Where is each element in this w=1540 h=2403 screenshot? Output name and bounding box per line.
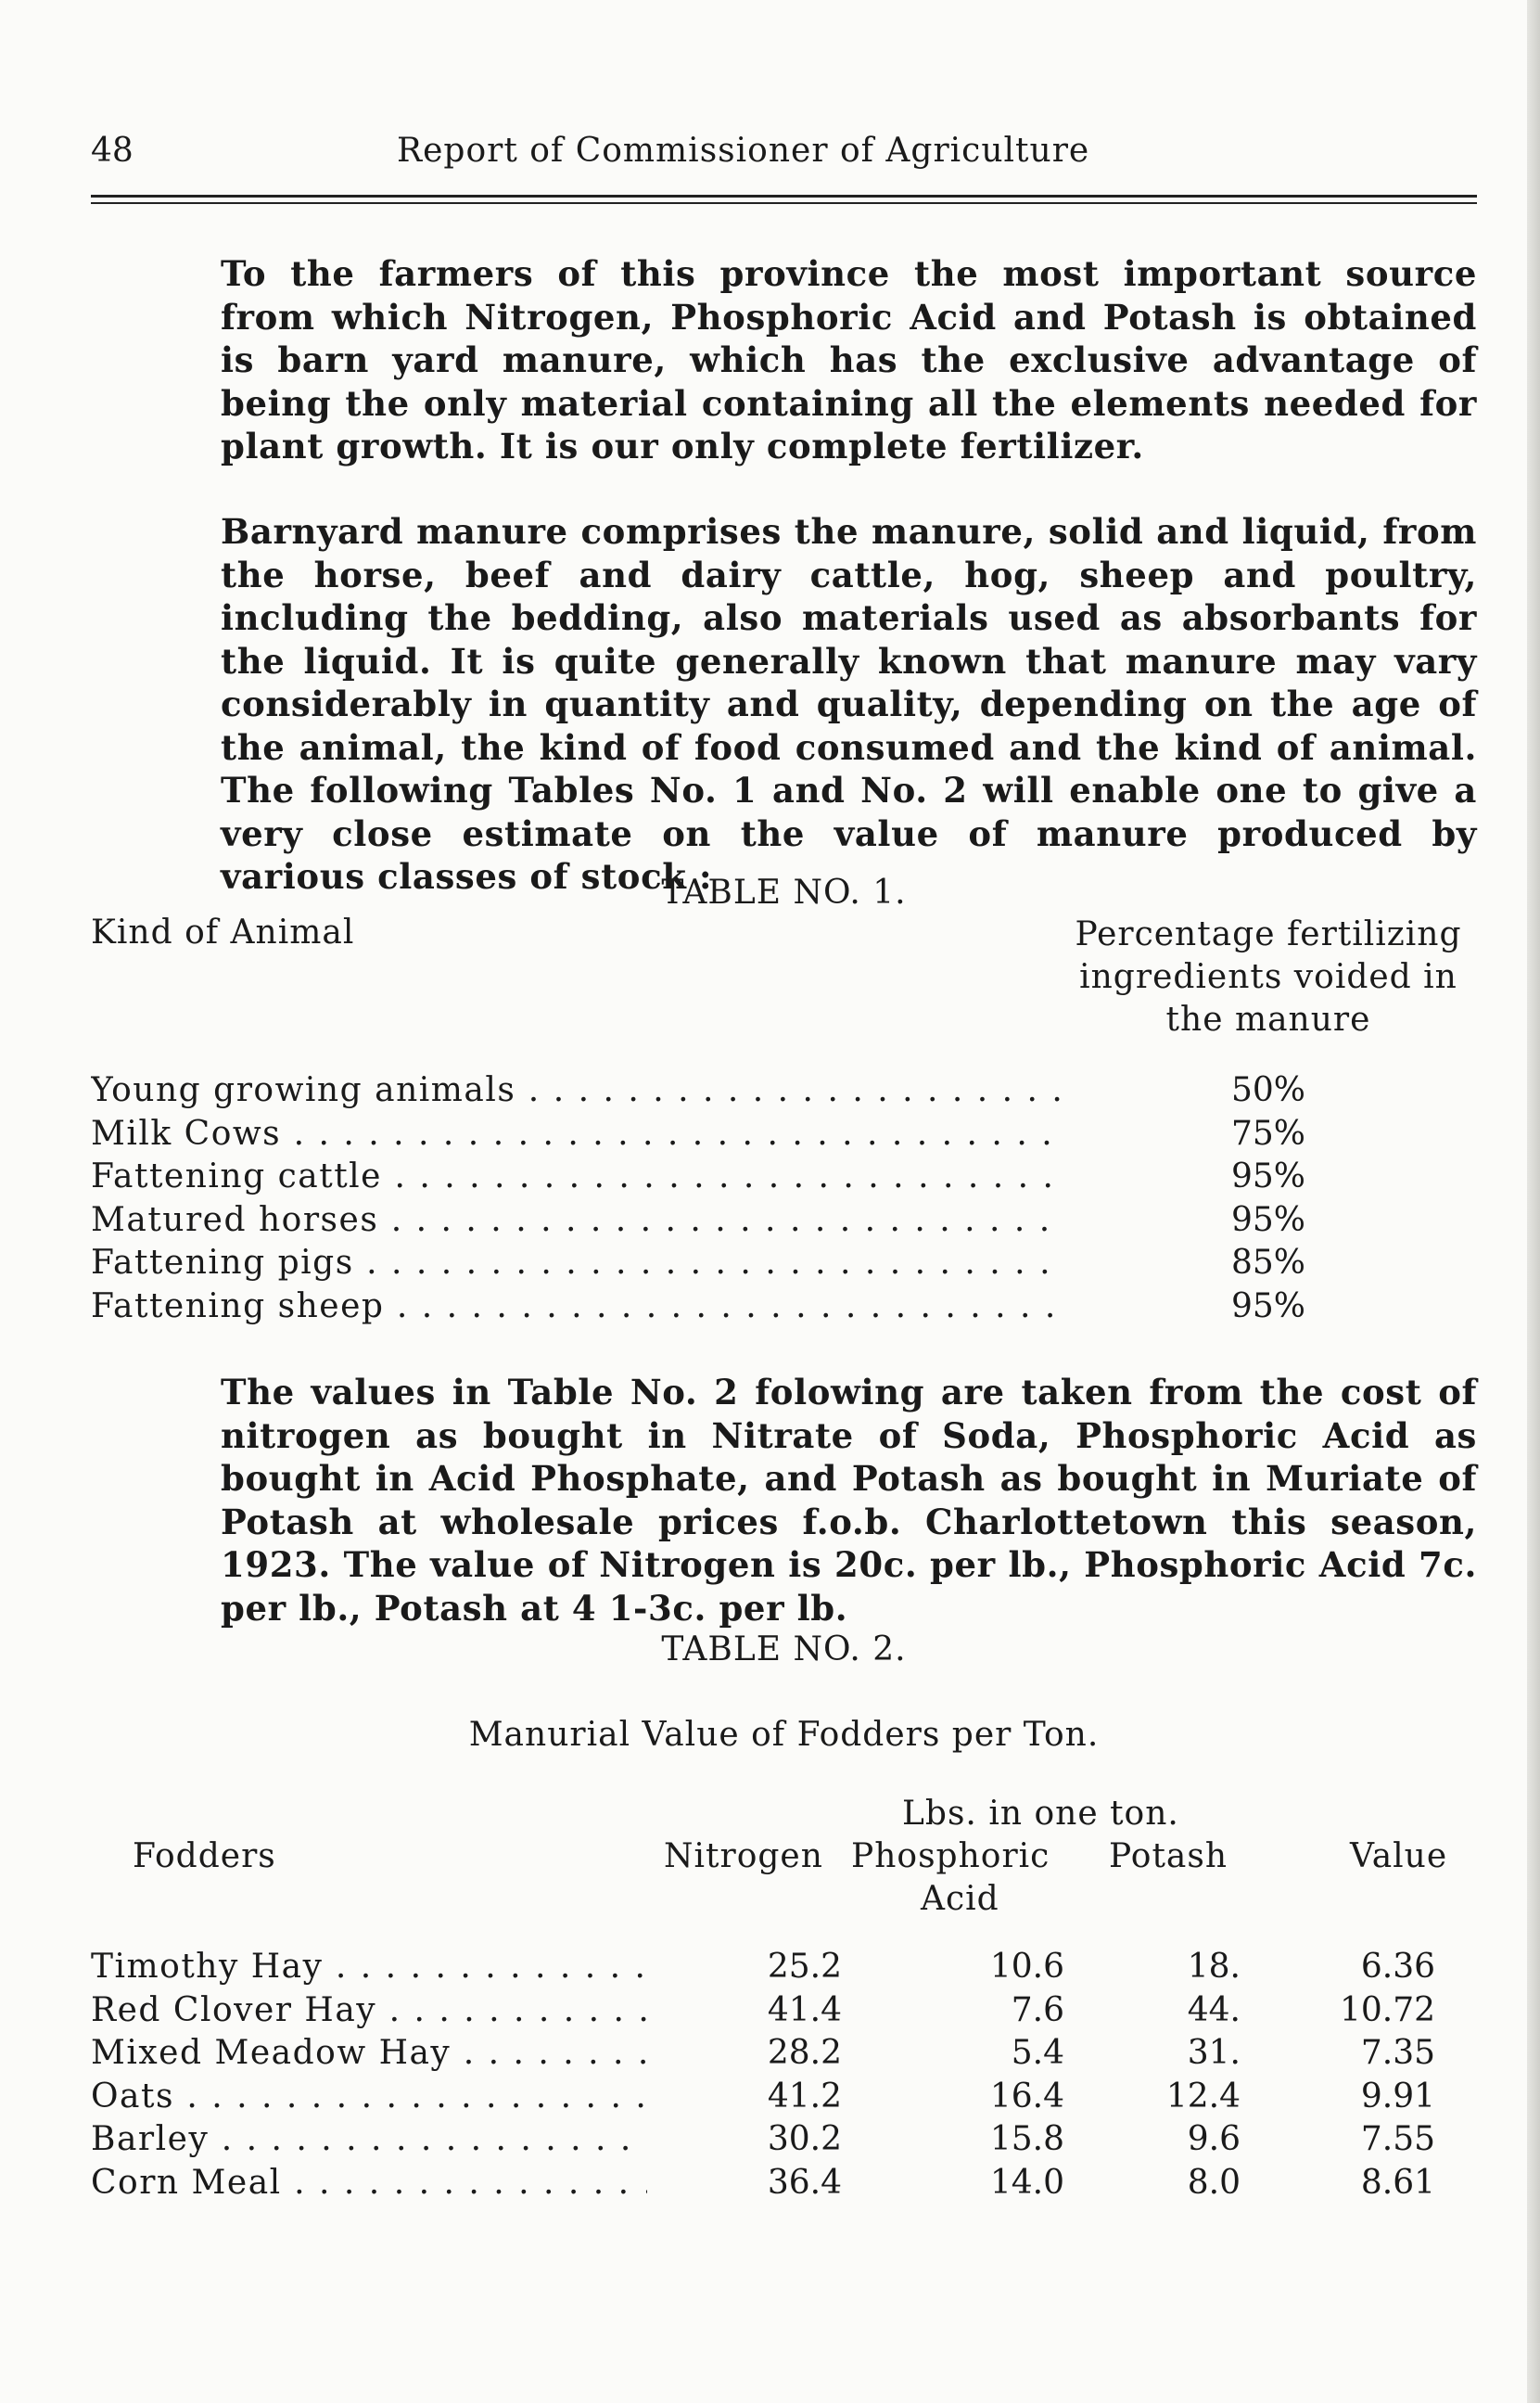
header-rule-bottom: [91, 202, 1477, 204]
page-header: [91, 132, 1482, 178]
table2-value: 7.35: [1360, 2034, 1435, 2072]
table2-nitrogen: 25.2: [767, 1948, 842, 1986]
table1-animal: Milk Cows . . .: [91, 1115, 1064, 1153]
table2-subtitle: Manurial Value of Fodders per Ton.: [468, 1716, 1100, 1754]
paragraph-2: Barnyard manure comprises the manure, solid and liquid, from the horse, beef and dairy cattle, hog, sheep and poultry, including the bedding, also materials used as absorbants for the liquid. It is quite generally known that manure may vary considerably in quantity and quality, depending on the age of the animal, the kind of food consumed and the kind of animal. The following Tables No. 1 and No. 2 will enable one to give a very close estimate on the value of manure produced by various classes of stock :: [221, 511, 1477, 897]
table2-col-potash: Potash: [1109, 1837, 1228, 1875]
table2-value: 10.72: [1339, 1990, 1435, 2029]
table2-col-nitrogen: Nitrogen: [664, 1837, 823, 1875]
table2-value: 6.36: [1360, 1948, 1435, 1986]
table2-value: 8.61: [1360, 2163, 1435, 2202]
table2-phosphoric: 10.6: [989, 1948, 1064, 1986]
table2-phosphoric: 5.4: [1011, 2034, 1064, 2072]
page-number: 48: [91, 132, 134, 170]
table1-animal: Matured horses . . .: [91, 1201, 1064, 1239]
table1-row: [91, 1244, 1477, 1287]
table2-col-fodders: Fodders: [133, 1837, 276, 1875]
table2-row: [91, 2077, 1477, 2121]
table1-animal: Young growing animals . . .: [91, 1071, 1064, 1109]
table2-fodder: Barley . . .: [91, 2120, 647, 2158]
table2-nitrogen: 41.2: [767, 2077, 842, 2115]
table1-animal: Fattening cattle . . .: [91, 1157, 1064, 1195]
table2-nitrogen: 28.2: [767, 2034, 842, 2072]
document-page: [91, 0, 1482, 2403]
table2-col-phosphoric: Phosphoric: [851, 1837, 1050, 1875]
table1-row: [91, 1157, 1477, 1201]
table2-potash: 18.: [1187, 1948, 1241, 1986]
table2-fodder: Corn Meal . . .: [91, 2164, 647, 2202]
table2-fodder: Oats . . .: [91, 2077, 647, 2115]
table2-col-phosphoric-acid: Acid: [921, 1880, 999, 1918]
table2-row: [91, 1991, 1477, 2035]
table2-nitrogen: 41.4: [767, 1990, 842, 2029]
table2-row: [91, 2120, 1477, 2164]
table2-fodder: Timothy Hay . . .: [91, 1948, 647, 1986]
table2-group-header: Lbs. in one ton.: [902, 1795, 1179, 1833]
table2-phosphoric: 15.8: [989, 2120, 1064, 2158]
table1-row: [91, 1201, 1477, 1245]
table1-percentage: 85%: [1231, 1244, 1306, 1282]
table1-animal: Fattening pigs . . .: [91, 1244, 1064, 1282]
table1-animal: Fattening sheep . . .: [91, 1287, 1064, 1325]
table2-row: [91, 1948, 1477, 1991]
header-rule-top: [91, 195, 1477, 198]
page-edge-shadow: [1527, 0, 1540, 2403]
running-title: Report of Commissioner of Agriculture: [397, 132, 1090, 170]
table2-phosphoric: 16.4: [989, 2077, 1064, 2115]
table1-caption: TABLE NO. 1.: [661, 874, 907, 912]
table1-row: [91, 1115, 1477, 1158]
table2-potash: 31.: [1187, 2034, 1241, 2072]
table2-nitrogen: 36.4: [767, 2163, 842, 2202]
table2-col-value: Value: [1350, 1837, 1448, 1875]
table2-fodder: Red Clover Hay . . .: [91, 1991, 647, 2029]
table2-row: [91, 2164, 1477, 2207]
paragraph-3: The values in Table No. 2 folowing are taken from the cost of nitrogen as bought in Nitrate of Soda, Phosphoric Acid as bought in Acid Phosphate, and Potash as bought in Muriate of Potash at wholesale prices f.o.b. Charlottetown this season, 1923. The value of Nitrogen is 20c. per lb., Phosphoric Acid 7c. per lb., Potash at 4 1-3c. per lb.: [221, 1372, 1477, 1629]
paragraph-1: To the farmers of this province the most important source from which Nitrogen, Phosphoric Acid and Potash is obtained is barn yard manure, which has the exclusive advantage of being the only material containing all the elements needed for plant growth. It is our only complete fertilizer.: [221, 253, 1477, 467]
table2-row: [91, 2034, 1477, 2077]
table2-fodder: Mixed Meadow Hay . . .: [91, 2034, 647, 2072]
table2-body: [91, 1948, 1477, 2206]
table1-col-percentage: Percentage fertilizing ingredients voided in the manure: [1075, 915, 1462, 1039]
table1-percentage: 50%: [1231, 1071, 1306, 1109]
table1-row: [91, 1287, 1477, 1331]
table1-percentage: 95%: [1231, 1286, 1306, 1325]
table1-percentage: 95%: [1231, 1200, 1306, 1239]
table1-row: [91, 1071, 1477, 1115]
table2-potash: 8.0: [1187, 2163, 1241, 2202]
table1-col-animal: Kind of Animal: [91, 914, 355, 952]
table2-phosphoric: 14.0: [989, 2163, 1064, 2202]
table2-nitrogen: 30.2: [767, 2120, 842, 2158]
table1-percentage: 95%: [1231, 1157, 1306, 1195]
table2-value: 9.91: [1360, 2077, 1435, 2115]
table1-body: [91, 1071, 1477, 1330]
table2-potash: 44.: [1187, 1990, 1241, 2029]
table1-percentage: 75%: [1231, 1114, 1306, 1153]
table2-potash: 9.6: [1187, 2120, 1241, 2158]
table2-caption: TABLE NO. 2.: [661, 1630, 907, 1668]
table2-phosphoric: 7.6: [1011, 1990, 1064, 2029]
table2-value: 7.55: [1360, 2120, 1435, 2158]
table2-potash: 12.4: [1165, 2077, 1241, 2115]
